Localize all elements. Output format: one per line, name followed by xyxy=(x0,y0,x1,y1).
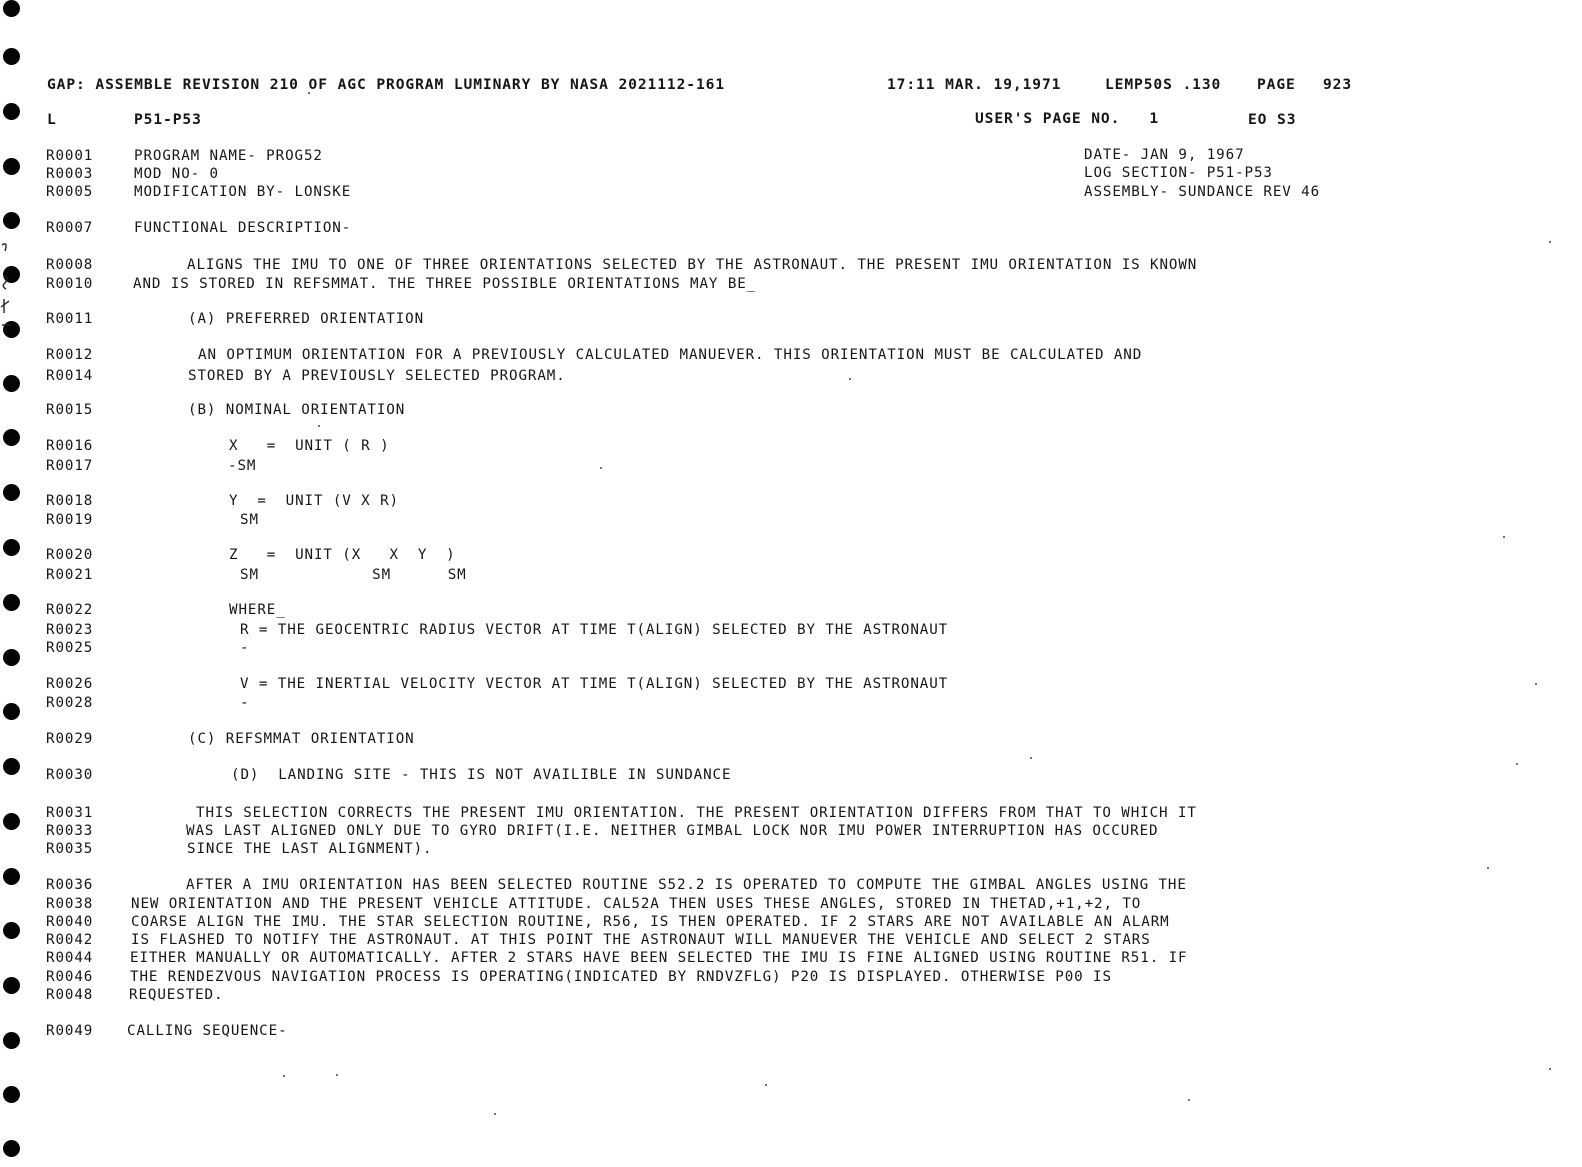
punch-hole xyxy=(3,484,20,501)
line-text: R = THE GEOCENTRIC RADIUS VECTOR AT TIME T(ALIGN) SELECTED BY THE ASTRONAUT xyxy=(240,622,949,638)
punch-hole xyxy=(3,1140,20,1157)
punch-hole xyxy=(3,48,20,65)
punch-hole xyxy=(3,429,20,446)
line-tag: R0020 xyxy=(46,547,94,563)
punch-hole xyxy=(3,103,20,120)
line-tag: R0042 xyxy=(46,932,94,948)
speck xyxy=(1549,241,1551,243)
line-tag: R0012 xyxy=(46,347,94,363)
line-tag: R0028 xyxy=(46,695,94,711)
line-tag: R0018 xyxy=(46,493,94,509)
punch-hole xyxy=(3,649,20,666)
speck xyxy=(318,425,320,427)
line-text: THIS SELECTION CORRECTS THE PRESENT IMU ORIENTATION. THE PRESENT ORIENTATION DIFFERS FROM THAT TO WHICH IT xyxy=(196,805,1197,821)
header-eo: EO S3 xyxy=(1248,111,1297,128)
line-text: SM xyxy=(240,512,259,528)
line-text: PROGRAM NAME- PROG52 xyxy=(134,148,323,164)
line-text: CALLING SEQUENCE- xyxy=(127,1023,288,1039)
line-text: - xyxy=(240,695,250,711)
line-text: NEW ORIENTATION AND THE PRESENT VEHICLE ATTITUDE. CAL52A THEN USES THESE ANGLES, STORED IN THETAD,+1,+2, TO xyxy=(131,896,1142,912)
line-text: FUNCTIONAL DESCRIPTION- xyxy=(134,220,352,236)
line-tag: R0029 xyxy=(46,731,94,747)
line-text: (A) PREFERRED ORIENTATION xyxy=(188,311,425,327)
line-text: COARSE ALIGN THE IMU. THE STAR SELECTION ROUTINE, R56, IS THEN OPERATED. IF 2 STARS ARE NOT AVAILABLE AN ALARM xyxy=(131,914,1170,930)
line-text: ALIGNS THE IMU TO ONE OF THREE ORIENTATIONS SELECTED BY THE ASTRONAUT. THE PRESENT IMU ORIENTATION IS KNOWN xyxy=(187,257,1198,273)
assembly-header: GAP: ASSEMBLE REVISION 210 OF AGC PROGRAM LUMINARY BY NASA 2021112-161 xyxy=(47,76,726,93)
line-tag: R0031 xyxy=(46,805,94,821)
line-tag: R0014 xyxy=(46,368,94,384)
line-text: Y = UNIT (V X R) xyxy=(229,493,399,509)
line-text: WHERE_ xyxy=(229,602,286,618)
punch-hole xyxy=(3,922,20,939)
header-section: P51-P53 xyxy=(134,111,202,128)
assembly-field: ASSEMBLY- SUNDANCE REV 46 xyxy=(1084,184,1321,200)
line-tag: R0021 xyxy=(46,567,94,583)
line-text: AND IS STORED IN REFSMMAT. THE THREE POSSIBLE ORIENTATIONS MAY BE_ xyxy=(133,276,757,292)
header-left-code: L xyxy=(47,111,57,128)
line-tag: R0049 xyxy=(46,1023,94,1039)
margin-handwriting xyxy=(0,195,14,345)
punch-hole xyxy=(3,758,20,775)
line-text: THE RENDEZVOUS NAVIGATION PROCESS IS OPERATING(INDICATED BY RNDVZFLG) P20 IS DISPLAYED. OTHERWISE P00 IS xyxy=(130,969,1112,985)
speck xyxy=(494,1113,496,1115)
line-text: (C) REFSMMAT ORIENTATION xyxy=(188,731,415,747)
line-tag: R0046 xyxy=(46,969,94,985)
line-text: (B) NOMINAL ORIENTATION xyxy=(188,402,406,418)
line-tag: R0048 xyxy=(46,987,94,1003)
line-tag: R0015 xyxy=(46,402,94,418)
line-tag: R0044 xyxy=(46,950,94,966)
header-page-number: 923 xyxy=(1323,76,1353,93)
line-tag: R0030 xyxy=(46,767,94,783)
line-tag: R0038 xyxy=(46,896,94,912)
punch-hole xyxy=(3,0,20,17)
punch-hole xyxy=(3,1086,20,1103)
header-users-page: USER'S PAGE NO. 1 xyxy=(975,110,1160,127)
speck xyxy=(1487,867,1489,869)
punch-hole xyxy=(3,539,20,556)
line-tag: R0010 xyxy=(46,276,94,292)
speck xyxy=(336,1074,338,1076)
header-timestamp: 17:11 MAR. 19,1971 xyxy=(887,76,1062,93)
line-text: STORED BY A PREVIOUSLY SELECTED PROGRAM. xyxy=(188,368,566,384)
speck xyxy=(1516,763,1518,765)
line-tag: R0017 xyxy=(46,458,94,474)
line-tag: R0033 xyxy=(46,823,94,839)
speck xyxy=(1030,757,1032,759)
line-tag: R0022 xyxy=(46,602,94,618)
line-tag: R0016 xyxy=(46,438,94,454)
line-text: WAS LAST ALIGNED ONLY DUE TO GYRO DRIFT(I.E. NEITHER GIMBAL LOCK NOR IMU POWER INTERRUPTION HAS OCCURED xyxy=(186,823,1159,839)
speck xyxy=(765,1084,767,1086)
line-tag: R0036 xyxy=(46,877,94,893)
line-text: REQUESTED. xyxy=(129,987,224,1003)
line-text: SM SM SM xyxy=(240,567,467,583)
speck xyxy=(1535,683,1537,685)
line-tag: R0035 xyxy=(46,841,94,857)
line-tag: R0008 xyxy=(46,257,94,273)
speck xyxy=(849,378,851,380)
line-text: EITHER MANUALLY OR AUTOMATICALLY. AFTER 2 STARS HAVE BEEN SELECTED THE IMU IS FINE ALIGNED USING ROUTINE R51. IF xyxy=(130,950,1188,966)
line-text: SINCE THE LAST ALIGNMENT). xyxy=(187,841,433,857)
line-text: AN OPTIMUM ORIENTATION FOR A PREVIOUSLY CALCULATED MANUEVER. THIS ORIENTATION MUST BE CALCULATED AND xyxy=(198,347,1143,363)
line-text: (D) LANDING SITE - THIS IS NOT AVAILIBLE IN SUNDANCE xyxy=(231,767,732,783)
line-text: MOD NO- 0 xyxy=(134,166,219,182)
line-tag: R0007 xyxy=(46,220,94,236)
date-field: DATE- JAN 9, 1967 xyxy=(1084,147,1245,163)
punch-hole xyxy=(3,158,20,175)
line-text: X = UNIT ( R ) xyxy=(229,438,390,454)
line-tag: R0025 xyxy=(46,640,94,656)
punch-hole xyxy=(3,813,20,830)
log-section-field: LOG SECTION- P51-P53 xyxy=(1084,165,1273,181)
line-tag: R0011 xyxy=(46,311,94,327)
punch-hole xyxy=(3,977,20,994)
line-text: V = THE INERTIAL VELOCITY VECTOR AT TIME T(ALIGN) SELECTED BY THE ASTRONAUT xyxy=(240,676,949,692)
line-text: AFTER A IMU ORIENTATION HAS BEEN SELECTED ROUTINE S52.2 IS OPERATED TO COMPUTE THE GIMBAL ANGLES USING THE xyxy=(186,877,1187,893)
header-job: LEMP50S .130 xyxy=(1105,76,1222,93)
line-text: MODIFICATION BY- LONSKE xyxy=(134,184,352,200)
line-tag: R0003 xyxy=(46,166,94,182)
punch-hole xyxy=(3,868,20,885)
line-text: IS FLASHED TO NOTIFY THE ASTRONAUT. AT THIS POINT THE ASTRONAUT WILL MANUEVER THE VEHICLE AND SELECT 2 STARS xyxy=(131,932,1151,948)
header-page-label: PAGE xyxy=(1257,76,1296,93)
speck xyxy=(600,467,602,469)
line-text: - xyxy=(240,640,250,656)
speck xyxy=(1549,1068,1551,1070)
line-tag: R0023 xyxy=(46,622,94,638)
line-text: -SM xyxy=(228,458,257,474)
line-tag: R0040 xyxy=(46,914,94,930)
speck xyxy=(1188,1099,1190,1101)
speck xyxy=(283,1075,285,1077)
line-text: Z = UNIT (X X Y ) xyxy=(229,547,456,563)
punch-hole xyxy=(3,1032,20,1049)
speck xyxy=(1503,536,1505,538)
punch-hole xyxy=(3,594,20,611)
line-tag: R0001 xyxy=(46,148,94,164)
punch-hole xyxy=(3,703,20,720)
line-tag: R0026 xyxy=(46,676,94,692)
line-tag: R0005 xyxy=(46,184,94,200)
punch-hole xyxy=(3,375,20,392)
line-tag: R0019 xyxy=(46,512,94,528)
